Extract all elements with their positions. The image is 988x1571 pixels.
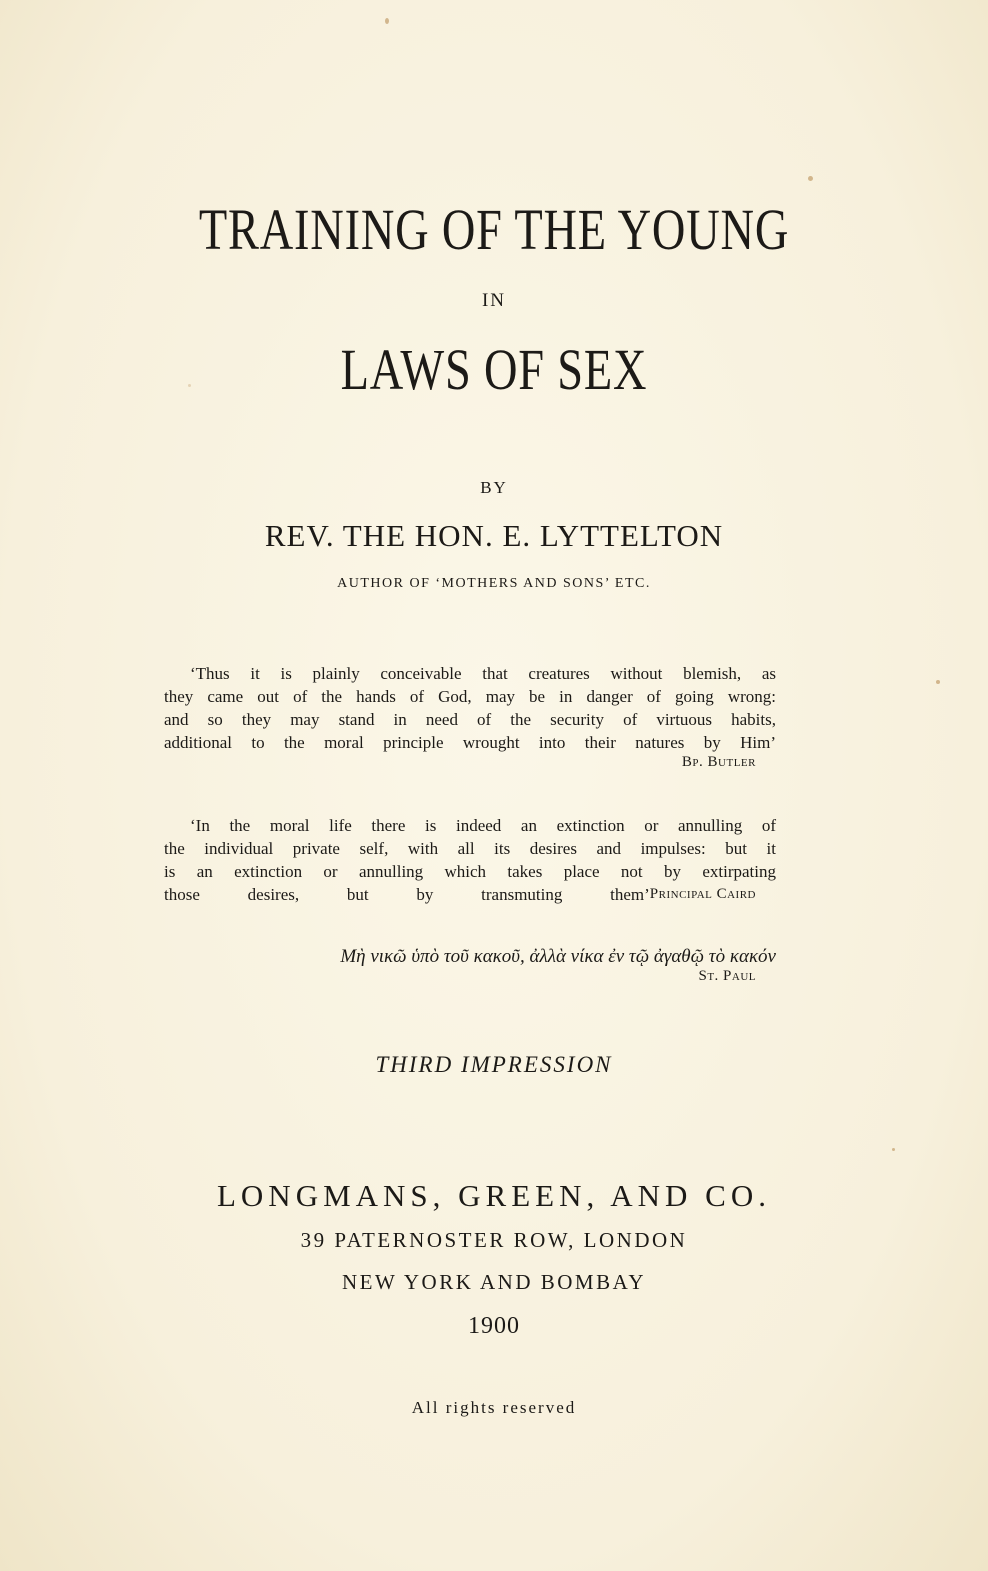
title-connector: IN — [481, 290, 507, 311]
publisher-address: 39 PATERNOSTER ROW, LONDON — [300, 1228, 688, 1252]
edition-statement: THIRD IMPRESSION — [375, 1052, 613, 1077]
by-label: BY — [480, 478, 508, 497]
epigraph-line: and so they may stand in need of the security of virtuous habits, — [164, 710, 776, 729]
epigraph-caird — [164, 814, 776, 906]
epigraph-line: they came out of the hands of God, may be in danger of going wrong: — [164, 687, 776, 706]
epigraph-line: the individual private self, with all its desires and impulses: but it — [164, 839, 776, 858]
epigraph-line: ‘Thus it is plainly conceivable that creatures without blemish, as — [190, 664, 776, 683]
book-title-line-2: LAWS OF SEX — [340, 337, 648, 402]
rights-notice: All rights reserved — [411, 1398, 577, 1417]
publisher-cities: NEW YORK AND BOMBAY — [341, 1270, 646, 1294]
epigraph-butler — [164, 662, 776, 754]
epigraph-butler-source: Bp. Butler — [681, 754, 756, 770]
title-line-2-wrapper — [0, 336, 988, 403]
epigraph-greek-source: St. Paul — [698, 968, 756, 984]
epigraph-line: is an extinction or annulling which takes place not by extirpating — [164, 862, 776, 881]
book-title-line-1: TRAINING OF THE YOUNG — [198, 197, 790, 262]
epigraph-caird-source: Principal Caird — [649, 886, 756, 902]
author-name: REV. THE HON. E. LYTTELTON — [264, 518, 724, 553]
epigraph-line: those desires, but by transmuting them’ — [164, 885, 650, 904]
publication-year: 1900 — [468, 1313, 520, 1339]
epigraph-line: ‘In the moral life there is indeed an extinction or annulling of — [190, 816, 776, 835]
epigraph-line: additional to the moral principle wrought into their natures by Him’ — [164, 733, 776, 752]
title-line-1-wrapper — [0, 196, 988, 263]
publisher-name: LONGMANS, GREEN, AND CO. — [216, 1178, 771, 1213]
epigraph-last-line — [164, 883, 776, 906]
epigraph-greek: Μὴ νικῶ ὑπὸ τοῦ κακοῦ, ἀλλὰ νίκα ἐν τῷ ἀγαθῷ τὸ κακόν — [340, 946, 776, 967]
author-note: AUTHOR OF ‘MOTHERS AND SONS’ ETC. — [337, 576, 651, 591]
